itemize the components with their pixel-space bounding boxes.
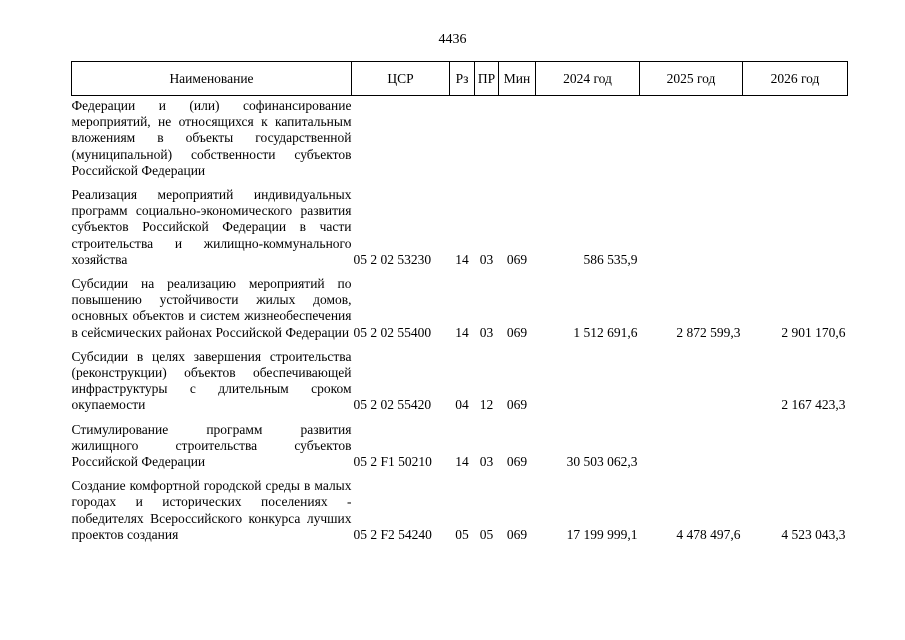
header-csr: ЦСР (352, 62, 450, 96)
row-pr: 03 (479, 251, 494, 267)
row-rz: 05 (455, 526, 469, 542)
row-name: Федерации и (или) софинансирование мероприятий, не относящихся к капитальным вложениям в объекты государственной (муниципальной) собственности субъектов Российской Федерации (71, 98, 352, 178)
row-name: Создание комфортной городской среды в малых городах и исторических поселениях - победителях Всероссийского конкурса лучших проектов создания (71, 478, 352, 542)
row-2025 (640, 414, 743, 471)
header-min: Мин (499, 62, 536, 96)
row-name: Субсидии на реализацию мероприятий по повышению устойчивости жилых домов, основных объектов и систем жизнеобеспечения в сейсмических районах Российской Федерации (71, 276, 352, 340)
row-name: Субсидии в целях завершения строительства (реконструкции) объектов обеспечивающей инфраструктуры с длительным сроком окупаемости (71, 348, 352, 413)
row-min: 069 (506, 397, 528, 413)
row-2026: 2 901 170,6 (781, 324, 846, 340)
row-name: Стимулирование программ развития жилищного строительства субъектов Российской Федерации (71, 421, 352, 470)
row-rz (450, 96, 475, 180)
header-name: Наименование (72, 62, 352, 96)
row-min: 069 (506, 526, 528, 542)
row-2025 (640, 341, 743, 414)
row-2024: 1 512 691,6 (573, 324, 638, 340)
table-row (72, 414, 848, 471)
table-row (72, 470, 848, 543)
row-csr (352, 96, 450, 180)
row-2025 (640, 179, 743, 268)
row-2026: 4 523 043,3 (781, 526, 846, 542)
row-2025: 2 872 599,3 (676, 324, 741, 340)
row-csr: 05 2 02 55400 (353, 324, 432, 340)
row-pr: 03 (479, 454, 494, 470)
table-row (72, 268, 848, 341)
row-rz: 14 (455, 251, 469, 267)
row-pr: 03 (479, 324, 494, 340)
row-2026 (743, 179, 848, 268)
row-rz: 14 (455, 454, 469, 470)
row-min: 069 (506, 324, 528, 340)
row-rz: 04 (455, 397, 469, 413)
header-2025: 2025 год (640, 62, 743, 96)
table-row (72, 179, 848, 268)
row-2024: 586 535,9 (583, 251, 638, 267)
table-header-row (72, 62, 848, 96)
row-2024: 30 503 062,3 (566, 454, 638, 470)
header-2024: 2024 год (536, 62, 640, 96)
row-rz: 14 (455, 324, 469, 340)
row-pr: 05 (479, 526, 494, 542)
header-rz: Рз (450, 62, 475, 96)
row-min (499, 96, 536, 180)
row-2024 (536, 341, 640, 414)
page-number: 4436 (438, 32, 467, 47)
row-pr: 12 (479, 397, 494, 413)
budget-table (71, 61, 848, 543)
row-min: 069 (506, 454, 528, 470)
row-2025 (640, 96, 743, 180)
row-csr: 05 2 F1 50210 (353, 454, 432, 470)
row-2024 (536, 96, 640, 180)
row-min: 069 (506, 251, 528, 267)
row-2025: 4 478 497,6 (676, 526, 741, 542)
row-2026 (743, 414, 848, 471)
row-2026: 2 167 423,3 (781, 397, 846, 413)
row-csr: 05 2 02 53230 (353, 251, 432, 267)
header-pr: ПР (475, 62, 499, 96)
row-2024: 17 199 999,1 (566, 526, 638, 542)
row-csr: 05 2 F2 54240 (353, 526, 432, 542)
row-name: Реализация мероприятий индивидуальных программ социально-экономического развития субъектов Российской Федерации в части строительства и жилищно-коммунального хозяйства (71, 187, 352, 267)
row-csr: 05 2 02 55420 (353, 397, 432, 413)
table-row (72, 96, 848, 180)
header-2026: 2026 год (743, 62, 848, 96)
row-pr (475, 96, 499, 180)
row-2026 (743, 96, 848, 180)
table-row (72, 341, 848, 414)
